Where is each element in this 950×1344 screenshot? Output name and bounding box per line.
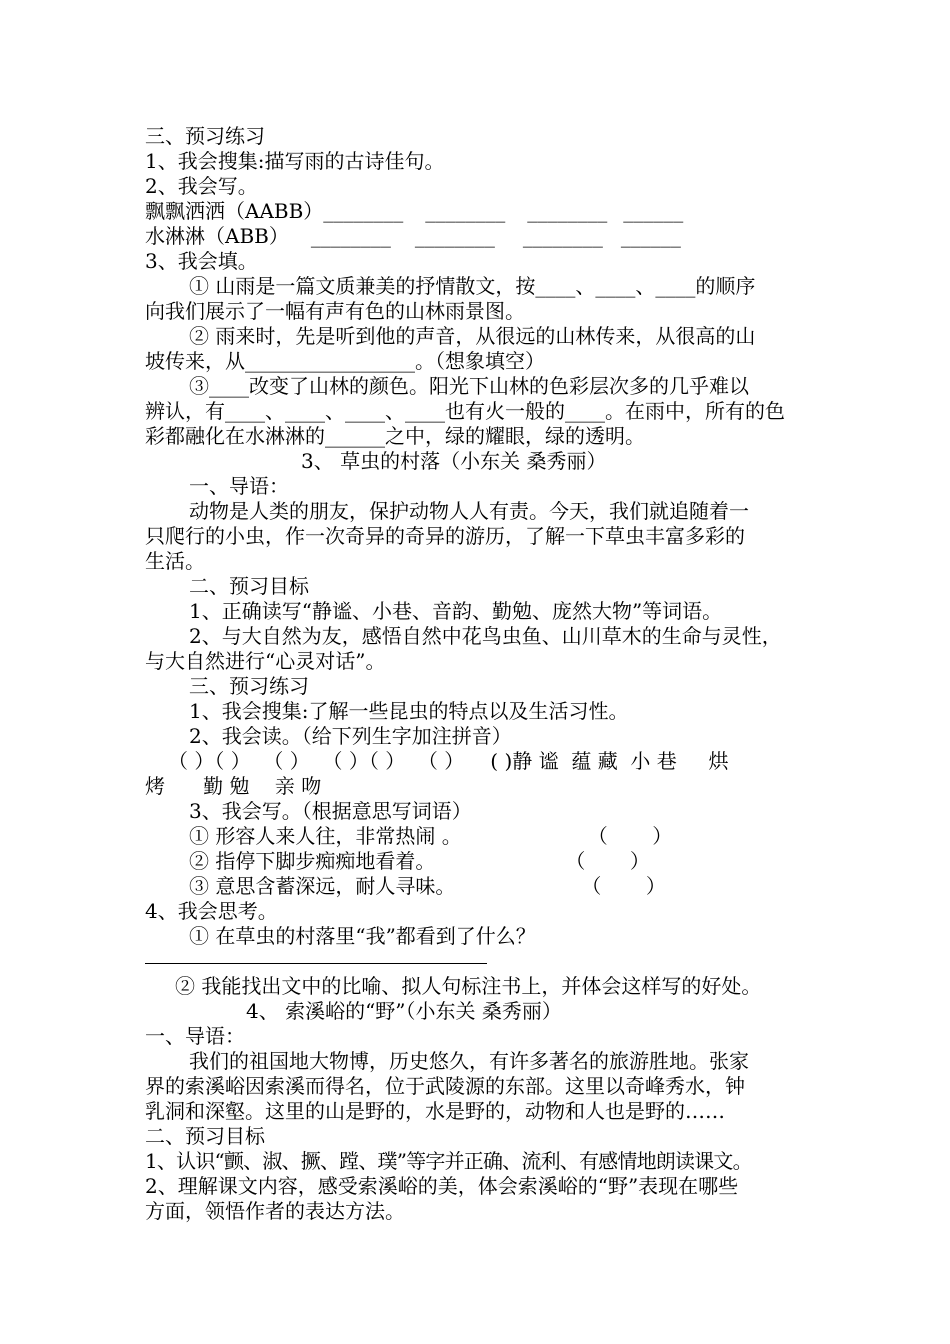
paragraph-line: 坡传来，从_________________。（想象填空） — [145, 349, 545, 373]
pinyin-brackets: （ ）（ ） （ ） （ ）（ ） （ ） — [168, 749, 465, 773]
paragraph-line: 界的索溪峪因索溪而得名，位于武陵源的东部。这里以奇峰秀水，钟 — [145, 1074, 745, 1098]
objective-item: 2、理解课文内容，感受索溪峪的美，体会索溪峪的“野”表现在哪些 — [145, 1174, 739, 1198]
fill-blank-line — [145, 199, 683, 224]
fill-blank: ________ — [425, 199, 506, 223]
question-line: ② 我能找出文中的比喻、拟人句标注书上，并体会这样写的好处。 — [175, 974, 762, 998]
paragraph-line: 我们的祖国地大物博，历史悠久，有许多著名的旅游胜地。张家 — [189, 1049, 749, 1073]
question-line: ① 在草虫的村落里“我”都看到了什么？ — [189, 924, 536, 948]
exercise-item: 2、我会写。 — [145, 174, 258, 198]
question-text: ② 指停下脚步痴痴地看着。 — [189, 849, 436, 873]
section-heading: 三、预习练习 — [145, 124, 265, 148]
objective-item: 2、与大自然为友，感悟自然中花鸟虫鱼、山川草木的生命与灵性， — [189, 624, 782, 648]
paragraph-line: 向我们展示了一幅有声有色的山林雨景图。 — [145, 299, 525, 323]
answer-bracket: （ ） — [587, 824, 673, 848]
exercise-item: 3、我会写。（根据意思写词语） — [189, 799, 472, 823]
objective-item: 1、正确读写“静谧、小巷、音韵、勤勉、庞然大物”等词语。 — [189, 599, 723, 623]
paragraph-line: 生活。 — [145, 549, 205, 573]
question-line — [189, 849, 650, 874]
answer-line — [145, 963, 487, 964]
paragraph-line: ① 山雨是一篇文质兼美的抒情散文，按____、____、____的顺序 — [189, 274, 756, 298]
fill-blank: ______ — [620, 224, 681, 248]
answer-bracket: （ ） — [581, 874, 666, 898]
question-line — [189, 824, 672, 849]
paragraph-line: 只爬行的小虫，作一次奇异的奇异的游历，了解一下草虫丰富多彩的 — [145, 524, 745, 548]
section-heading: 二、预习目标 — [189, 574, 309, 598]
fill-blank: ______ — [623, 199, 684, 223]
question-text: ③ 意思含蓄深远，耐人寻味。 — [189, 874, 456, 898]
fill-blank: ________ — [522, 224, 603, 248]
question-text: ① 形容人来人往，非常热闹 。 — [189, 824, 462, 848]
paragraph-line: 彩都融化在水淋淋的______之中，绿的耀眼，绿的透明。 — [145, 424, 645, 448]
fill-blank-label: 水淋淋（ABB） — [145, 224, 289, 248]
lesson-title: 3、 草虫的村落（小东关 桑秀丽） — [301, 449, 607, 473]
pinyin-line — [168, 749, 729, 774]
paragraph-line: ② 雨来时，先是听到他的声音，从很远的山林传来，从很高的山 — [189, 324, 756, 348]
fill-blank: ________ — [414, 224, 495, 248]
exercise-item: 1、我会搜集:了解一些昆虫的特点以及生活习性。 — [189, 699, 629, 723]
paragraph-line: 辨认，有____、____、____、____也有火一般的____。在雨中，所有的色 — [145, 399, 785, 423]
fill-blank-label: 飘飘洒洒（AABB）________ — [145, 199, 404, 223]
exercise-item: 1、我会搜集:描写雨的古诗佳句。 — [145, 149, 445, 173]
vocab-words: 烤 勤 勉 亲 吻 — [145, 774, 322, 798]
vocab-words: ( )静 谧 蕴 藏 小 巷 烘 — [490, 749, 729, 773]
exercise-item: 4、我会思考。 — [145, 899, 278, 923]
paragraph-line: 与大自然进行“心灵对话”。 — [145, 649, 386, 673]
exercise-item: 3、我会填。 — [145, 249, 258, 273]
fill-blank-line — [145, 224, 681, 249]
paragraph-line: ③____改变了山林的颜色。阳光下山林的色彩层次多的几乎难以 — [189, 374, 749, 398]
question-line — [189, 874, 666, 899]
paragraph-line: 乳洞和深壑。这里的山是野的，水是野的，动物和人也是野的…… — [145, 1099, 725, 1123]
section-heading: 一、导语： — [145, 1024, 245, 1048]
objective-item: 1、认识“颤、淑、撅、蹚、璞”等字并正确、流利、有感情地朗读课文。 — [145, 1149, 752, 1173]
lesson-title: 4、 索溪峪的“野”（小东关 桑秀丽） — [246, 999, 562, 1023]
fill-blank: ________ — [310, 224, 391, 248]
paragraph-line: 动物是人类的朋友，保护动物人人有责。今天，我们就追随着一 — [189, 499, 749, 523]
section-heading: 一、导语： — [189, 474, 289, 498]
answer-bracket: （ ） — [565, 849, 650, 873]
paragraph-line: 方面，领悟作者的表达方法。 — [145, 1199, 405, 1223]
fill-blank: ________ — [527, 199, 608, 223]
section-heading: 三、预习练习 — [189, 674, 309, 698]
exercise-item: 2、我会读。（给下列生字加注拼音） — [189, 724, 512, 748]
section-heading: 二、预习目标 — [145, 1124, 265, 1148]
